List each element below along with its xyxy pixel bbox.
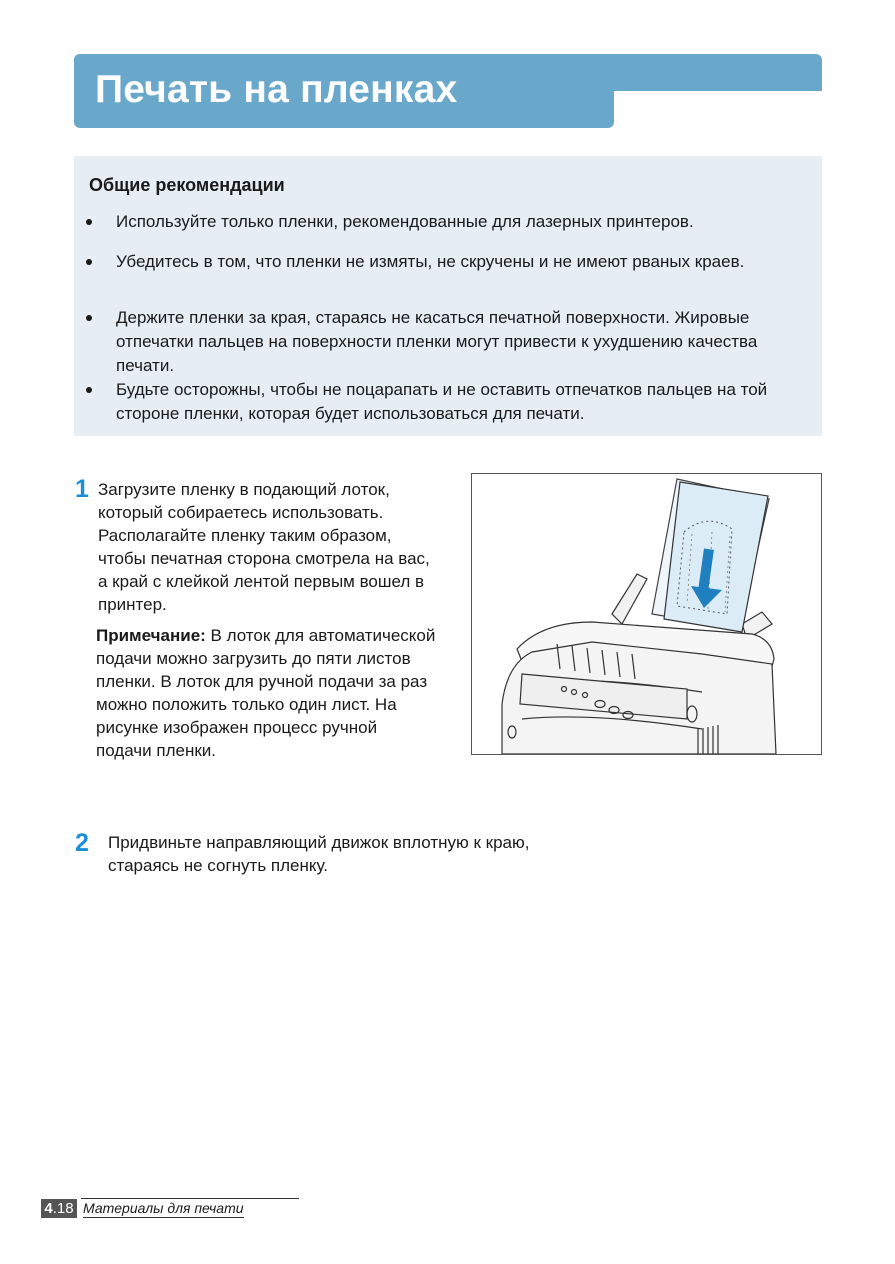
note-line: В лоток для автоматической <box>205 626 436 645</box>
note-line: подачи пленки. <box>96 741 216 760</box>
step-2-text <box>108 831 668 877</box>
list-item <box>116 306 806 378</box>
printer-drawing <box>472 474 821 754</box>
step-1-number: 1 <box>75 475 89 503</box>
list-item-text: Держите пленки за края, стараясь не касаться печатной поверхности. Жировые отпечатки пальцев на поверхности пленки могут привести к ухудшению качества печати. <box>116 308 758 375</box>
footer-section-title: Материалы для печати <box>83 1200 244 1216</box>
list-item <box>116 210 806 234</box>
bullet-icon <box>86 387 92 393</box>
step-2-line: стараясь не согнуть пленку. <box>108 856 329 875</box>
bullet-icon <box>86 259 92 265</box>
list-item-text: Убедитесь в том, что пленки не измяты, не скручены и не имеют рваных краев. <box>116 252 745 271</box>
page-title: Печать на пленках <box>95 68 458 111</box>
page-number-badge <box>41 1199 77 1218</box>
note-line: можно положить только один лист. На <box>96 695 397 714</box>
bullet-icon <box>86 315 92 321</box>
note-line: рисунке изображен процесс ручной <box>96 718 378 737</box>
step-2-line: Придвиньте направляющий движок вплотную к краю, <box>108 833 530 852</box>
step-1-line: Располагайте пленку таким образом, <box>98 526 392 545</box>
note-label: Примечание: <box>96 626 206 645</box>
step-1-line: Загрузите пленку в подающий лоток, <box>98 480 390 499</box>
step-1-line: который собираетесь использовать. <box>98 503 384 522</box>
printer-illustration <box>471 473 822 755</box>
step-1-text <box>98 478 468 616</box>
note-line: пленки. В лоток для ручной подачи за раз <box>96 672 428 691</box>
page-chapter: 4 <box>44 1200 53 1217</box>
list-item-text: Используйте только пленки, рекомендованные для лазерных принтеров. <box>116 212 694 231</box>
footer-rule <box>81 1198 299 1199</box>
note <box>96 624 470 762</box>
page-number: .18 <box>52 1200 74 1217</box>
step-2-number: 2 <box>75 829 89 857</box>
bullet-icon <box>86 219 92 225</box>
film-sheet <box>664 482 768 632</box>
recommendations-heading: Общие рекомендации <box>89 175 285 195</box>
list-item <box>116 250 806 274</box>
step-1-line: принтер. <box>98 595 167 614</box>
list-item-text: Будьте осторожны, чтобы не поцарапать и не оставить отпечатков пальцев на той стороне пленки, которая будет использоваться для печати. <box>116 380 768 423</box>
recommendations-box <box>74 156 822 436</box>
list-item <box>116 378 806 426</box>
step-1-line: а край с клейкой лентой первым вошел в <box>98 572 425 591</box>
step-1-line: чтобы печатная сторона смотрела на вас, <box>98 549 430 568</box>
note-line: подачи можно загрузить до пяти листов <box>96 649 411 668</box>
